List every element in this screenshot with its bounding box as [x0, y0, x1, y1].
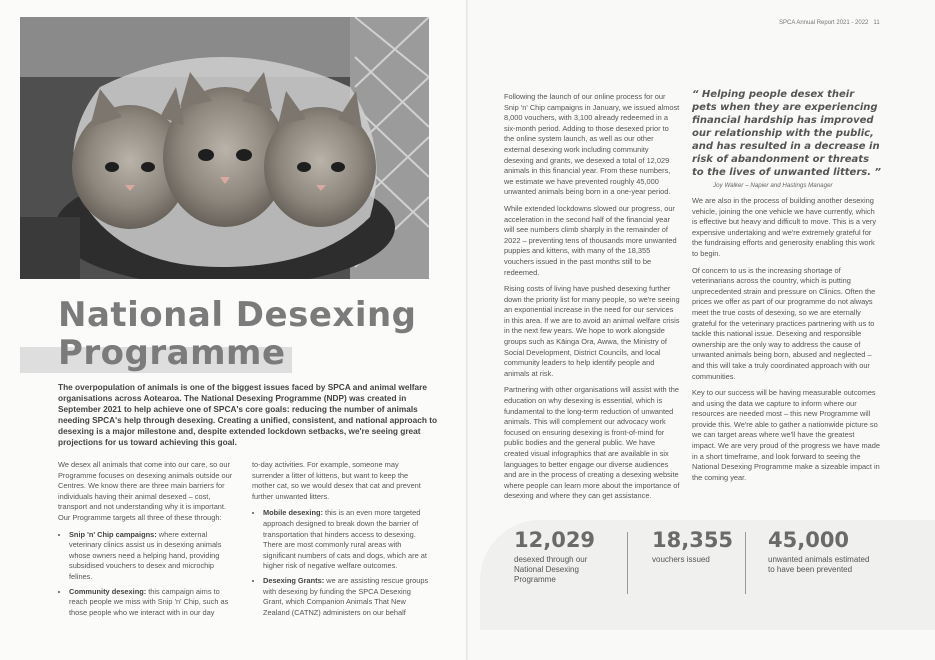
stat-label: vouchers issued: [652, 555, 710, 564]
kittens-illustration: [20, 17, 429, 279]
col4-paragraph-3: Key to our success will be having measurable outcomes and using the data we capture to inform where our resources are needed most – this new Programme will provide this. We're able to gather a nationwide picture so we can target areas where we'll have the greatest impact. We are very proud of the progress we have made in a short timeframe, and look forward to seeing the National Desexing Programme make a sizeable impact in the coming year.: [692, 388, 881, 482]
stat-vouchers: [652, 528, 752, 565]
col2-paragraph: to-day activities. For example, someone may surrender a litter of kittens, but want to keep the mother cat, so we would desex that cat and prevent further unwanted litters.: [252, 460, 421, 501]
col4-paragraph-1: We are also in the process of building another desexing vehicle, joining the one vehicle we have currently, which is effective but heavy and difficult to move. This is a very expensive undertaking and we're extremely grateful for the fundraising efforts and generosity enabling this work to begin.: [692, 196, 877, 258]
bullet-lead: Mobile desexing:: [263, 508, 323, 518]
col3-paragraph-2: While extended lockdowns slowed our progress, our acceleration in the second half of the financial year will see numbers climb sharply in the remainder of 2022 – preventing tens of thousands more unwanted puppies and kittens, with many of the 18,355 vouchers issued in the past months still to be redeemed.: [504, 203, 677, 277]
col3-paragraph-1: Following the launch of our online process for our Snip 'n' Chip campaigns in January, we issued almost 8,000 vouchers, with 3,100 already redeemed in a six-month period. Adding to those desexed prior to the online system launch, as well as our other external desexing work including community desexing and grants, we desexed a total of 12,029 animals in this financial year. From these numbers, we estimate we have prevented roughly 45,000 unwanted animals being born in a one-year period.: [504, 92, 680, 197]
col4-paragraph-2: Of concern to us is the increasing shortage of veterinarians across the country, which is putting unprecedented strain and pressure on Clinics. Often the prices we offer as part of our programme do not always meet the true costs of desexing, so we are eternally grateful for the veterinary practices partnering with us to tackle this national issue. Desexing and responsible ownership are the only way to address the cause of unwanted animals being born, abused and neglected – and this will take a truly coordinated approach with our communities.: [692, 265, 876, 381]
stat-divider: [627, 532, 628, 594]
list-item: [69, 587, 236, 619]
col3-paragraph-4: Partnering with other organisations will assist with the education on why desexing is essential, which is fundamental to the long-term reduction of unwanted animals. This will complement our advocacy work focused on ensuring desexing is front-of-mind for public bodies and the general public. We have created visual infographics that are available in six languages to better engage our diverse audiences and are in the process of creating a desexing website where people can learn more about the importance of desexing and where they can get assistance.: [504, 385, 680, 501]
bullet-lead: Community desexing:: [69, 586, 147, 596]
stat-label: unwanted animals estimated to have been prevented: [768, 555, 870, 574]
stat-prevented: [768, 528, 878, 575]
bullet-text: this campaign aims to reach people we miss with Snip 'n' Chip, such as those people who we interact with in our day: [69, 586, 229, 617]
page-title: [58, 296, 417, 372]
col3-paragraph-3: Rising costs of living have pushed desexing further down the priority list for many people, so we're seeing an exponential increase in the need for our services in this area. If we are to avoid an animal welfare crisis in the next few years. We hope to work alongside groups such as Kāinga Ora, Awwa, the Ministry of Social Development, District Councils, and local community leaders to help identify people and animals at risk.: [504, 284, 680, 378]
column-3: [504, 92, 680, 508]
bullet-text: where external veterinary clinics assist us in desexing animals whose owners need a helping hand, providing subsidised vouchers to desex and microchip felines.: [69, 529, 222, 581]
running-header: [779, 20, 880, 26]
bullet-lead: Desexing Grants:: [263, 575, 325, 585]
stat-value: 18,355: [652, 528, 734, 552]
list-item: [263, 576, 432, 618]
title-line-1: National Desexing: [58, 295, 417, 335]
bullet-text: this is an even more targeted approach designed to break down the barrier of transportation that hinders access to desexing. There are most commonly rural areas with significant numbers of cats and dogs, which are at higher risk of negative welfare outcomes.: [263, 508, 427, 571]
stat-label: desexed through our National Desexing Programme: [514, 555, 588, 584]
bullet-lead: Snip 'n' Chip campaigns:: [69, 529, 157, 539]
bullet-text: we are assisting rescue groups with desexing by funding the SPCA Desexing Grant, which Companion Animals That New Zealand (CATNZ) administers on our behalf: [263, 575, 429, 617]
column-4: [692, 196, 880, 489]
stat-value: 45,000: [768, 528, 850, 552]
running-head-text: SPCA Annual Report 2021 - 2022: [779, 20, 869, 26]
quote-attribution: Joy Walker – Napier and Hastings Manager: [713, 182, 833, 189]
stat-divider: [745, 532, 746, 594]
col2-bullet-list: [252, 508, 432, 618]
pull-quote: “ Helping people desex their pets when they are experiencing financial hardship has improved our relationship with the public, and has resulted in a decrease in risk of abandonment or threats to the lives of unwanted litters. ”: [692, 89, 881, 178]
stat-desexed: [514, 528, 614, 585]
column-2: [252, 460, 432, 622]
col1-bullet-list: [58, 530, 236, 619]
col1-paragraph: We desex all animals that come into our care, so our Programme focuses on desexing animals outside our Centres. We know there are three main barriers for individuals having their animal desexed – cost, transport and not understanding why it is important. Our Programme targets all three of these through:: [58, 460, 233, 522]
column-1: [58, 460, 236, 622]
intro-paragraph: The overpopulation of animals is one of the biggest issues faced by SPCA and animal welfare organisations across Aotearoa. The National Desexing Programme (NDP) was created in September 2021 to help achieve one of SPCA's core goals: reducing the number of animals needing SPCA's help through desexing. Creating a unified, consistent, and national approach to desexing is a major milestone and, despite extended lockdown setbacks, we're seeing great projections for us toward achieving this goal.: [58, 382, 438, 447]
title-line-2: Programme: [58, 333, 286, 373]
list-item: [69, 530, 236, 583]
kittens-photo: [20, 17, 429, 279]
list-item: [263, 508, 432, 572]
stat-value: 12,029: [514, 528, 596, 552]
page-number: 11: [873, 20, 880, 26]
